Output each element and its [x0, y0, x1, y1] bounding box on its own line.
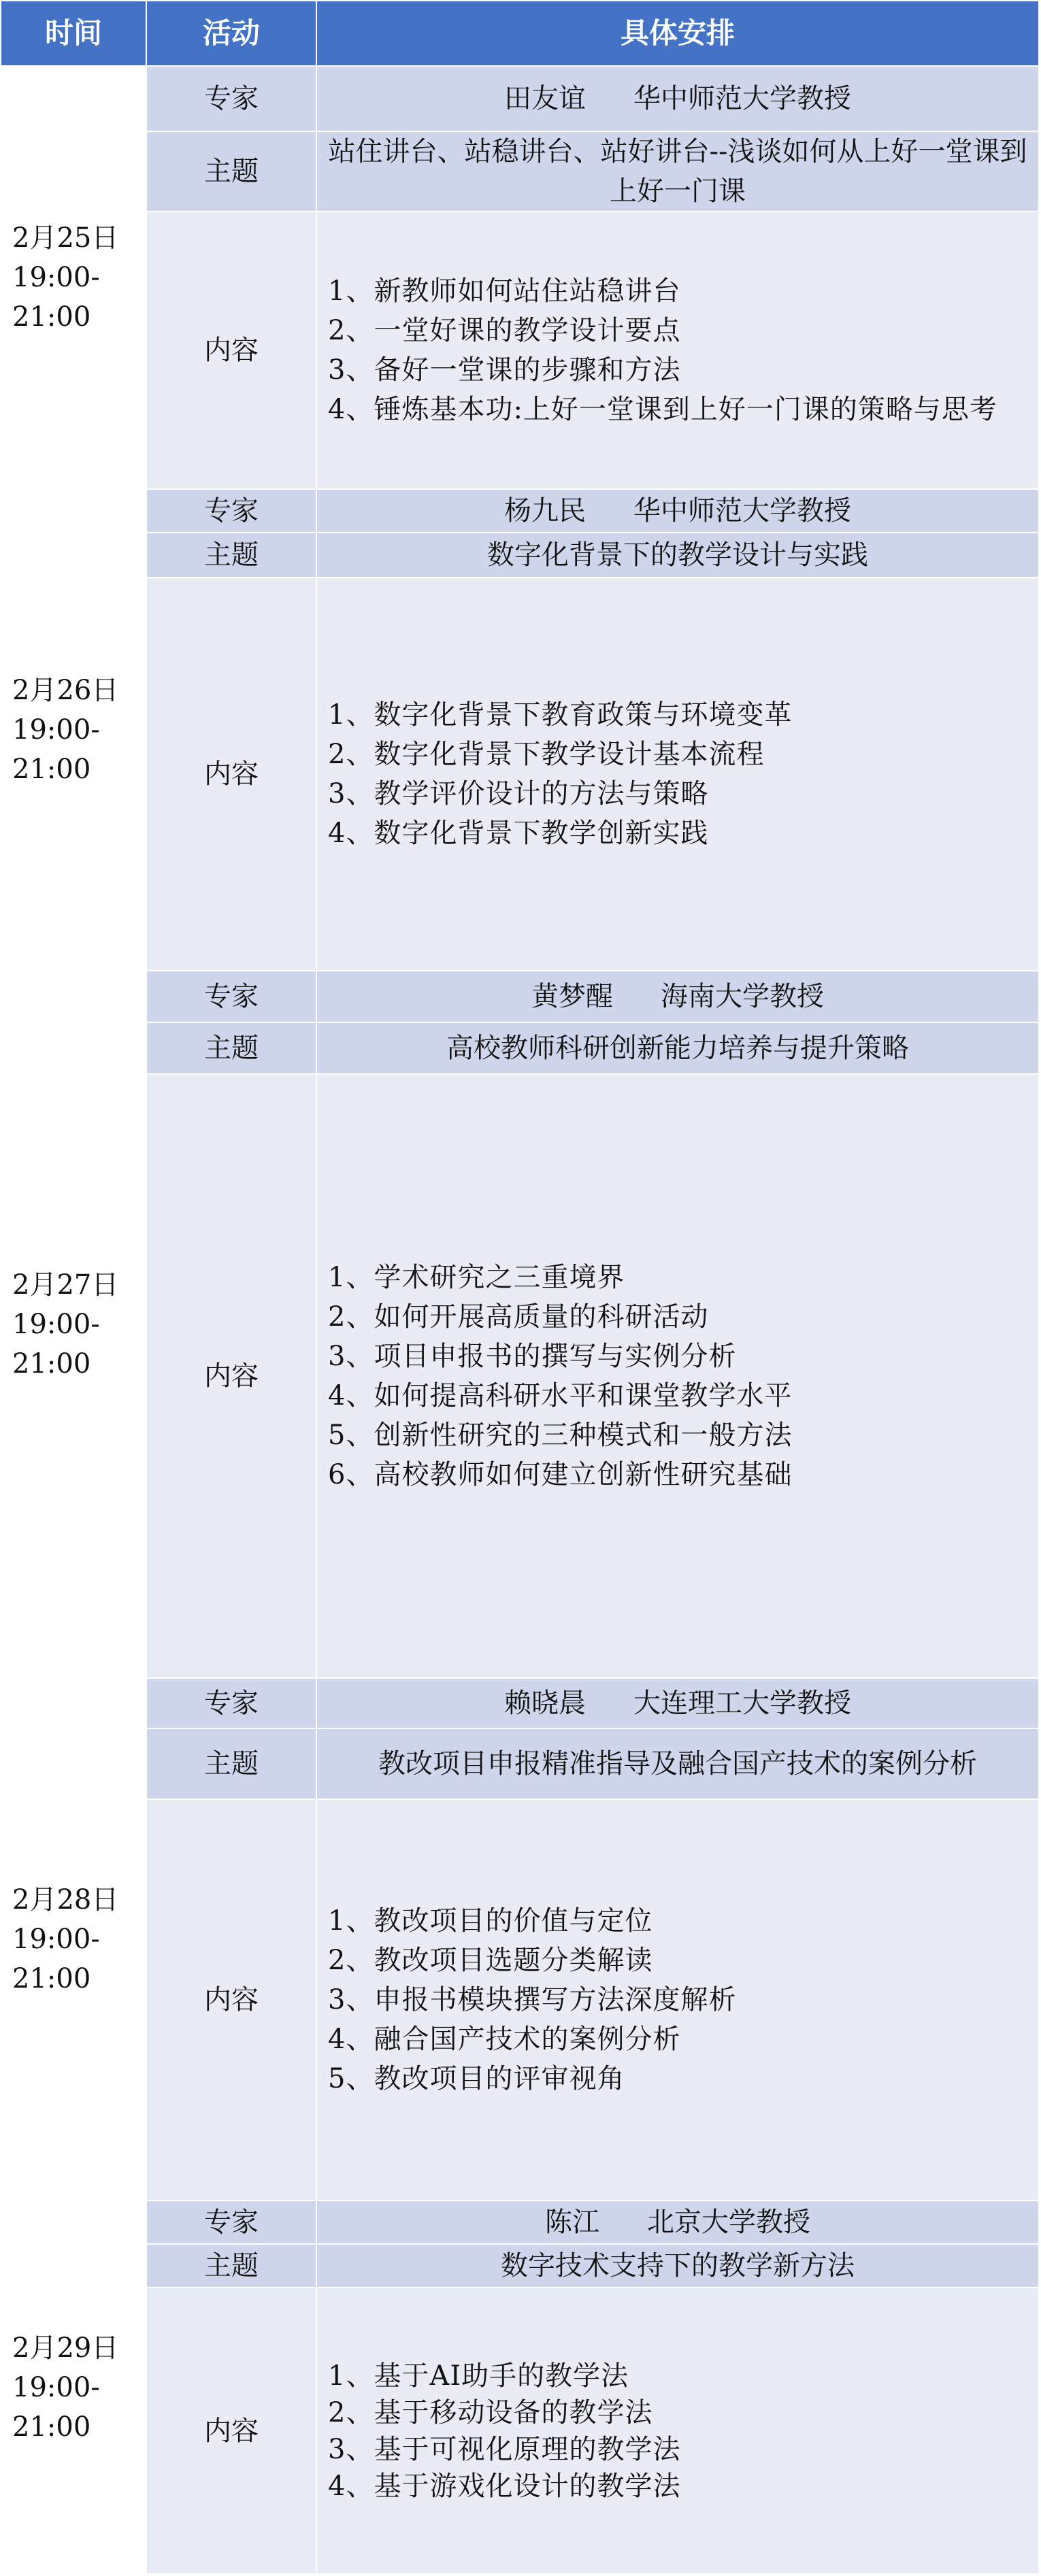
content-item: 4、基于游戏化设计的教学法 — [328, 2470, 681, 2502]
content-item: 2、基于移动设备的教学法 — [328, 2396, 653, 2428]
session-time-cell — [1, 971, 146, 1678]
expert-name: 黄梦醒 — [531, 981, 613, 1012]
expert-cell — [316, 971, 1039, 1022]
session-time-cell — [1, 2201, 146, 2574]
content-row — [1, 212, 1039, 489]
content-item: 3、项目申报书的撰写与实例分析 — [328, 1341, 737, 1372]
content-row — [1, 2288, 1039, 2574]
content-item: 2、数字化背景下教学设计基本流程 — [328, 739, 765, 770]
expert-name: 杨九民 — [504, 495, 586, 526]
session-time: 19:00-21:00 — [12, 2371, 100, 2443]
expert-label: 专家 — [146, 1678, 316, 1728]
session-time: 19:00-21:00 — [12, 714, 100, 785]
content-label: 内容 — [146, 1799, 316, 2201]
session-date: 2月26日 — [12, 675, 119, 706]
expert-cell — [316, 66, 1039, 131]
expert-label: 专家 — [146, 489, 316, 533]
content-list — [316, 1074, 1039, 1678]
session-date: 2月28日 — [12, 1884, 119, 1916]
topic-value: 数字技术支持下的教学新方法 — [316, 2244, 1039, 2288]
session-time-cell — [1, 66, 146, 489]
content-item: 4、数字化背景下教学创新实践 — [328, 818, 709, 849]
session-time: 19:00-21:00 — [12, 262, 100, 333]
expert-cell — [316, 1678, 1039, 1728]
content-item: 1、基于AI助手的教学法 — [328, 2360, 629, 2392]
expert-name: 赖晓晨 — [504, 1688, 586, 1719]
expert-title: 华中师范大学教授 — [633, 83, 851, 114]
expert-row — [1, 971, 1039, 1022]
header-row — [1, 1, 1039, 66]
content-item: 2、如何开展高质量的科研活动 — [328, 1301, 709, 1333]
session-time: 19:00-21:00 — [12, 1309, 100, 1379]
content-item: 4、如何提高科研水平和课堂教学水平 — [328, 1380, 793, 1411]
expert-label: 专家 — [146, 971, 316, 1022]
expert-cell — [316, 2201, 1039, 2244]
session-time-cell — [1, 1678, 146, 2201]
topic-row — [1, 1728, 1039, 1799]
expert-title: 北京大学教授 — [647, 2207, 810, 2238]
expert-label: 专家 — [146, 66, 316, 131]
topic-row — [1, 1022, 1039, 1074]
expert-cell — [316, 489, 1039, 533]
content-item: 3、申报书模块撰写方法深度解析 — [328, 1984, 737, 2015]
topic-label: 主题 — [146, 1728, 316, 1799]
content-item: 1、数字化背景下教育政策与环境变革 — [328, 699, 793, 731]
session-time: 19:00-21:00 — [12, 1924, 100, 1994]
content-item: 6、高校教师如何建立创新性研究基础 — [328, 1459, 793, 1490]
content-list — [316, 1799, 1039, 2201]
expert-title: 华中师范大学教授 — [633, 495, 851, 526]
topic-value: 站住讲台、站稳讲台、站好讲台--浅谈如何从上好一堂课到上好一门课 — [316, 131, 1039, 212]
topic-label: 主题 — [146, 533, 316, 578]
expert-title: 海南大学教授 — [661, 981, 824, 1012]
expert-row — [1, 489, 1039, 533]
expert-label: 专家 — [146, 2201, 316, 2244]
content-list — [316, 2288, 1039, 2574]
content-label: 内容 — [146, 578, 316, 971]
content-item: 1、新教师如何站住站稳讲台 — [328, 275, 681, 307]
topic-value: 教改项目申报精准指导及融合国产技术的案例分析 — [316, 1728, 1039, 1799]
content-item: 4、锤炼基本功:上好一堂课到上好一门课的策略与思考 — [328, 394, 997, 425]
content-item: 5、创新性研究的三种模式和一般方法 — [328, 1420, 793, 1451]
topic-label: 主题 — [146, 1022, 316, 1074]
content-item: 3、教学评价设计的方法与策略 — [328, 778, 709, 809]
content-item: 3、基于可视化原理的教学法 — [328, 2433, 681, 2465]
session-date: 2月27日 — [12, 1269, 119, 1301]
topic-row — [1, 131, 1039, 212]
content-label: 内容 — [146, 1074, 316, 1678]
content-item: 2、一堂好课的教学设计要点 — [328, 315, 681, 346]
topic-value: 数字化背景下的教学设计与实践 — [316, 533, 1039, 578]
expert-name: 陈江 — [545, 2207, 599, 2238]
expert-row — [1, 1678, 1039, 1728]
content-item: 5、教改项目的评审视角 — [328, 2063, 625, 2094]
content-label: 内容 — [146, 212, 316, 489]
content-label: 内容 — [146, 2288, 316, 2574]
content-item: 1、教改项目的价值与定位 — [328, 1905, 653, 1937]
expert-row — [1, 66, 1039, 131]
expert-title: 大连理工大学教授 — [633, 1688, 851, 1719]
header-time: 时间 — [1, 1, 146, 66]
content-item: 1、学术研究之三重境界 — [328, 1262, 625, 1293]
topic-row — [1, 2244, 1039, 2288]
topic-label: 主题 — [146, 131, 316, 212]
content-list — [316, 212, 1039, 489]
topic-label: 主题 — [146, 2244, 316, 2288]
expert-row — [1, 2201, 1039, 2244]
topic-row — [1, 533, 1039, 578]
content-item: 4、融合国产技术的案例分析 — [328, 2024, 681, 2055]
content-row — [1, 578, 1039, 971]
content-list — [316, 578, 1039, 971]
header-detail: 具体安排 — [316, 1, 1039, 66]
content-row — [1, 1074, 1039, 1678]
header-activity: 活动 — [146, 1, 316, 66]
topic-value: 高校教师科研创新能力培养与提升策略 — [316, 1022, 1039, 1074]
content-item: 2、教改项目选题分类解读 — [328, 1945, 653, 1976]
session-date: 2月25日 — [12, 222, 119, 254]
session-date: 2月29日 — [12, 2332, 119, 2364]
expert-name: 田友谊 — [504, 83, 586, 114]
content-row — [1, 1799, 1039, 2201]
session-time-cell — [1, 489, 146, 971]
content-item: 3、备好一堂课的步骤和方法 — [328, 354, 681, 386]
